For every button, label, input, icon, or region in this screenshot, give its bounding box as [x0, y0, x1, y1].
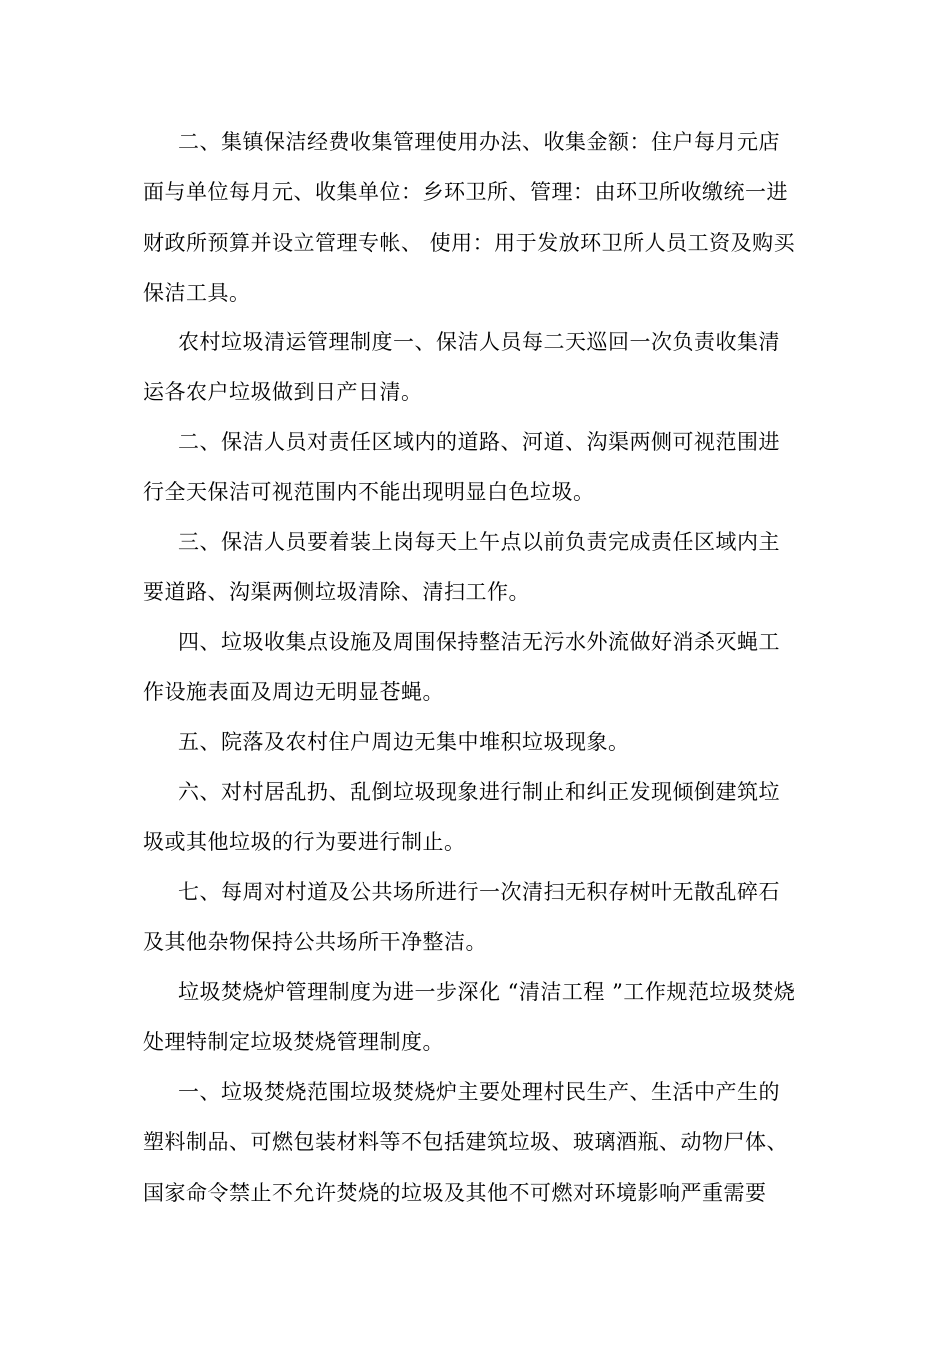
text-line: 国家命令禁止不允许焚烧的垃圾及其他不可燃对环境影响严重需要 — [143, 1181, 767, 1205]
text-line: 保洁工具。 — [143, 281, 251, 305]
text-line: 作设施表面及周边无明显苍蝇。 — [143, 680, 444, 704]
text-line: 农村垃圾清运管理制度一、保洁人员每二天巡回一次负责收集清 — [178, 330, 780, 354]
text-line: 要道路、沟渠两侧垃圾清除、清扫工作。 — [143, 580, 530, 604]
text-line: 圾或其他垃圾的行为要进行制止。 — [143, 830, 466, 854]
text-line: 垃圾焚烧炉管理制度为进一步深化 “清洁工程 ”工作规范垃圾焚烧 — [178, 980, 796, 1004]
text-line: 运各农户垃圾做到日产日清。 — [143, 380, 423, 404]
text-line: 行全天保洁可视范围内不能出现明显白色垃圾。 — [143, 480, 595, 504]
text-line: 七、每周对村道及公共场所进行一次清扫无积存树叶无散乱碎石 — [178, 880, 780, 904]
text-line: 财政所预算并设立管理专帐、 使用：用于发放环卫所人员工资及购买 — [143, 231, 796, 255]
text-line: 面与单位每月元、收集单位：乡环卫所、管理：由环卫所收缴统一进 — [143, 180, 788, 204]
text-line: 四、垃圾收集点设施及周围保持整洁无污水外流做好消杀灭蝇工 — [178, 630, 780, 654]
text-line: 六、对村居乱扔、乱倒垃圾现象进行制止和纠正发现倾倒建筑垃 — [178, 780, 780, 804]
text-line: 五、院落及农村住户周边无集中堆积垃圾现象。 — [178, 730, 630, 754]
text-line: 二、集镇保洁经费收集管理使用办法、收集金额：住户每月元店 — [178, 130, 780, 154]
text-line: 一、垃圾焚烧范围垃圾焚烧炉主要处理村民生产、生活中产生的 — [178, 1080, 780, 1104]
text-line: 塑料制品、可燃包装材料等不包括建筑垃圾、玻璃酒瓶、动物尸体、 — [143, 1130, 788, 1154]
text-line: 及其他杂物保持公共场所干净整洁。 — [143, 930, 487, 954]
text-line: 三、保洁人员要着装上岗每天上午点以前负责完成责任区域内主 — [178, 530, 780, 554]
text-line: 二、保洁人员对责任区域内的道路、河道、沟渠两侧可视范围进 — [178, 430, 780, 454]
text-line: 处理特制定垃圾焚烧管理制度。 — [143, 1030, 444, 1054]
